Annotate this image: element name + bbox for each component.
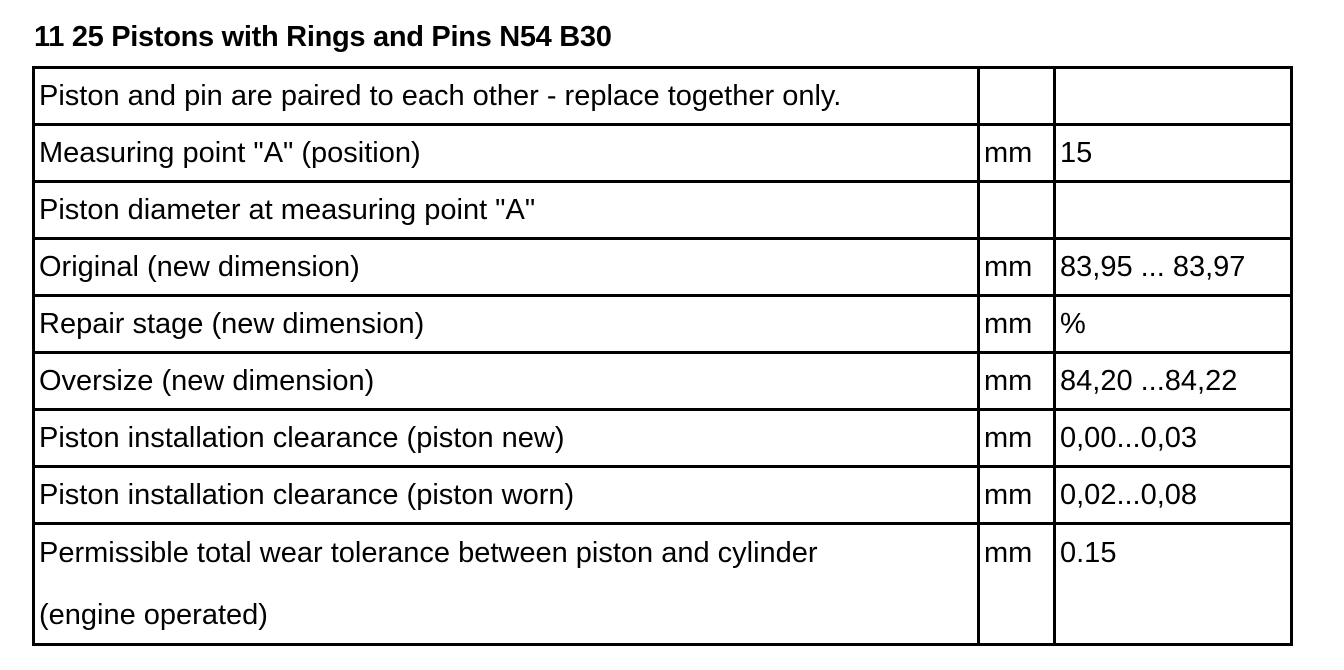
row-value: 0,00...0,03 xyxy=(1055,410,1292,467)
row-unit: mm xyxy=(979,353,1055,410)
row-description-continued: (engine operated) xyxy=(39,599,268,631)
row-description: Measuring point "A" (position) xyxy=(34,125,979,182)
table-row xyxy=(34,524,1292,645)
row-value xyxy=(1055,182,1292,239)
row-unit xyxy=(979,68,1055,125)
table-row xyxy=(34,125,1292,182)
row-description: Piston diameter at measuring point "A" xyxy=(34,182,979,239)
row-unit: mm xyxy=(979,125,1055,182)
row-value: 83,95 ... 83,97 xyxy=(1055,239,1292,296)
table-row xyxy=(34,296,1292,353)
row-unit: mm xyxy=(979,410,1055,467)
row-description: Oversize (new dimension) xyxy=(34,353,979,410)
row-unit: mm xyxy=(979,296,1055,353)
row-description: Permissible total wear tolerance between piston and cylinder xyxy=(39,537,818,569)
row-description: Piston installation clearance (piston new) xyxy=(34,410,979,467)
row-value xyxy=(1055,68,1292,125)
row-unit: mm xyxy=(979,239,1055,296)
row-description-cell xyxy=(34,524,979,645)
table-row xyxy=(34,68,1292,125)
row-value: 15 xyxy=(1055,125,1292,182)
row-unit: mm xyxy=(979,467,1055,524)
table-row xyxy=(34,410,1292,467)
row-value: 0.15 xyxy=(1055,524,1292,645)
row-description: Piston and pin are paired to each other - replace together only. xyxy=(34,68,979,125)
table-row xyxy=(34,353,1292,410)
table-row xyxy=(34,239,1292,296)
row-value: 84,20 ...84,22 xyxy=(1055,353,1292,410)
row-description: Repair stage (new dimension) xyxy=(34,296,979,353)
page-title: 11 25 Pistons with Rings and Pins N54 B30 xyxy=(34,21,612,53)
row-value: % xyxy=(1055,296,1292,353)
row-description: Original (new dimension) xyxy=(34,239,979,296)
spec-table xyxy=(32,66,1293,646)
row-value: 0,02...0,08 xyxy=(1055,467,1292,524)
row-unit xyxy=(979,182,1055,239)
row-unit: mm xyxy=(979,524,1055,645)
row-description: Piston installation clearance (piston worn) xyxy=(34,467,979,524)
table-row xyxy=(34,467,1292,524)
table-row xyxy=(34,182,1292,239)
